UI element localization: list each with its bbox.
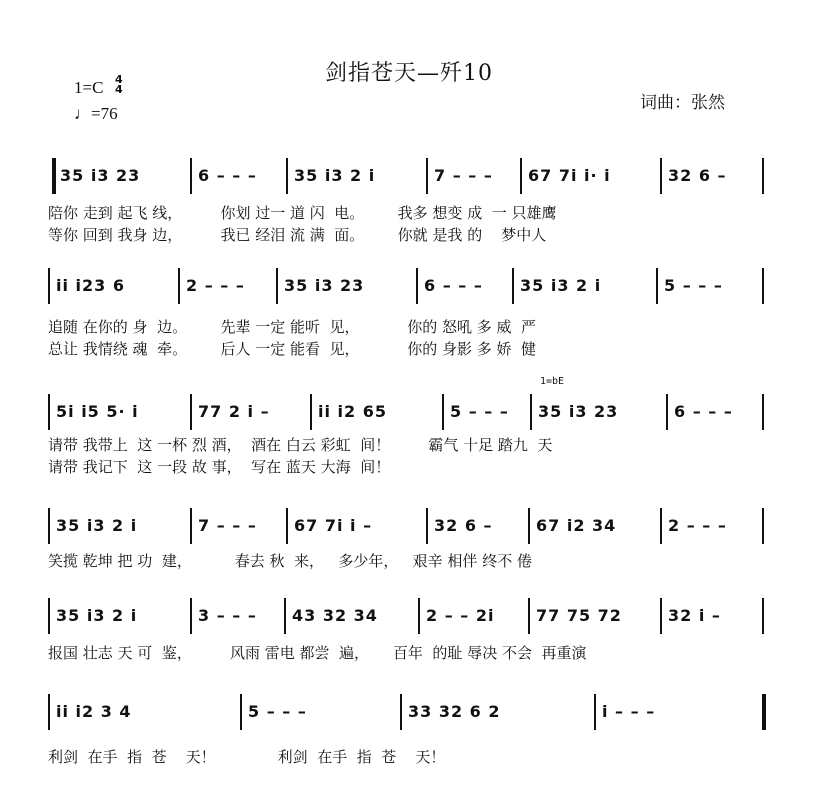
staff-line — [0, 158, 818, 248]
key-signature: 1=C — [74, 78, 104, 97]
barline — [656, 268, 658, 304]
barline — [416, 268, 418, 304]
barline — [528, 598, 530, 634]
time-signature-bottom: 4 — [115, 83, 123, 96]
barline — [48, 268, 50, 304]
barline — [190, 598, 192, 634]
barline — [48, 394, 50, 430]
measure: 2 – – 2i — [426, 606, 495, 625]
barline — [762, 598, 764, 634]
measure: 2 – – – — [668, 516, 727, 535]
staff-line — [0, 394, 818, 484]
measure: 43 32 34 — [292, 606, 378, 625]
measure: 77 2 i – — [198, 402, 270, 421]
measure: 35 i3 2 i — [520, 276, 602, 295]
final-barline — [762, 694, 766, 730]
measure: 35 i3 23 — [538, 402, 619, 421]
measure: i – – – — [602, 702, 656, 721]
barline — [400, 694, 402, 730]
measure: 3 – – – — [198, 606, 257, 625]
barline — [666, 394, 668, 430]
barline — [530, 394, 532, 430]
measure: 6 – – – — [198, 166, 257, 185]
measure: ii i23 6 — [56, 276, 125, 295]
barline — [762, 394, 764, 430]
barline — [528, 508, 530, 544]
measure: 32 6 – — [668, 166, 727, 185]
lyric-verse-2: 等你 回到 我身 边， 我已 经泪 流 满 面。 你就 是我 的 梦中人 — [48, 226, 547, 244]
song-title: 剑指苍天—歼10 — [325, 61, 493, 86]
key-change-marking: 1=bE — [540, 376, 565, 387]
barline — [660, 158, 662, 194]
barline — [276, 268, 278, 304]
barline — [762, 508, 764, 544]
lyric-verse-1: 利剑 在手 指 苍 天！ 利剑 在手 指 苍 天！ — [48, 748, 446, 766]
measure: ii i2 65 — [318, 402, 387, 421]
staff-line — [0, 268, 818, 358]
lyric-verse-2: 总让 我情绕 魂 牵。 后人 一定 能看 见， 你的 身影 多 娇 健 — [48, 340, 537, 358]
barline — [594, 694, 596, 730]
barline — [418, 598, 420, 634]
barline — [426, 158, 428, 194]
lyric-verse-1: 报国 壮志 天 可 鉴， 风雨 雷电 都尝 遍， 百年 的耻 辱决 不会 再重演 — [48, 644, 587, 662]
measure: 2 – – – — [186, 276, 245, 295]
measure: 67 i2 34 — [536, 516, 617, 535]
lyric-verse-1: 笑揽 乾坤 把 功 建， 春去 秋 来， 多少年， 艰辛 相伴 终不 倦 — [48, 552, 532, 570]
measure: 35 i3 2 i — [56, 516, 138, 535]
staff-line — [0, 694, 818, 784]
barline — [310, 394, 312, 430]
measure: 32 6 – — [434, 516, 493, 535]
lyric-verse-1: 追随 在你的 身 边。 先辈 一定 能听 见， 你的 怒吼 多 威 严 — [48, 318, 537, 336]
measure: 35 i3 23 — [60, 166, 141, 185]
staff-line — [0, 598, 818, 688]
repeat-start-barline — [52, 158, 56, 194]
measure: 33 32 6 2 — [408, 702, 501, 721]
barline — [178, 268, 180, 304]
time-signature-top: 4 — [115, 73, 123, 86]
measure: 35 i3 2 i — [56, 606, 138, 625]
measure: 7 – – – — [434, 166, 493, 185]
measure: 5 – – – — [248, 702, 307, 721]
barline — [660, 598, 662, 634]
barline — [240, 694, 242, 730]
measure: ii i2 3 4 — [56, 702, 132, 721]
lyric-verse-1: 陪你 走到 起飞 线， 你划 过一 道 闪 电。 我多 想变 成 一 只雄鹰 — [48, 204, 557, 222]
staff-line — [0, 508, 818, 598]
barline — [762, 158, 764, 194]
credits: 词曲：张然 — [640, 93, 725, 113]
measure: 5i i5 5· i — [56, 402, 139, 421]
measure: 32 i – — [668, 606, 721, 625]
barline — [520, 158, 522, 194]
measure: 35 i3 2 i — [294, 166, 376, 185]
barline — [512, 268, 514, 304]
measure: 5 – – – — [450, 402, 509, 421]
barline — [190, 158, 192, 194]
lyric-verse-2: 请带 我记下 这 一段 故 事， 写在 蓝天 大海 间！ — [48, 458, 391, 476]
barline — [762, 268, 764, 304]
lyric-verse-1: 请带 我带上 这 一杯 烈 酒， 酒在 白云 彩虹 间！ 霸气 十足 踏九 天 — [48, 436, 553, 454]
measure: 67 7i i – — [294, 516, 373, 535]
measure: 6 – – – — [674, 402, 733, 421]
measure: 67 7i i· i — [528, 166, 611, 185]
measure: 6 – – – — [424, 276, 483, 295]
barline — [286, 158, 288, 194]
time-signature — [115, 75, 123, 95]
barline — [426, 508, 428, 544]
measure: 77 75 72 — [536, 606, 622, 625]
barline — [48, 508, 50, 544]
barline — [48, 598, 50, 634]
barline — [660, 508, 662, 544]
measure: 35 i3 23 — [284, 276, 365, 295]
barline — [286, 508, 288, 544]
barline — [284, 598, 286, 634]
barline — [442, 394, 444, 430]
barline — [190, 394, 192, 430]
measure: 7 – – – — [198, 516, 257, 535]
tempo-marking: ♩=76 — [74, 104, 118, 123]
barline — [190, 508, 192, 544]
measure: 5 – – – — [664, 276, 723, 295]
barline — [48, 694, 50, 730]
